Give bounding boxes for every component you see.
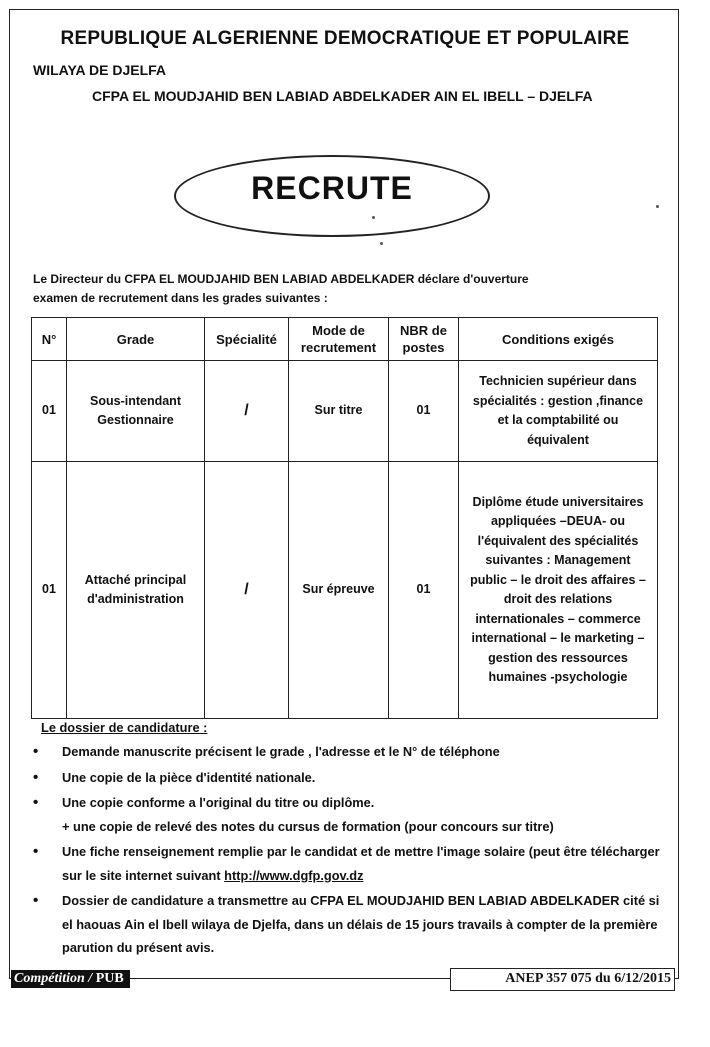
grades-table (31, 317, 658, 719)
list-item (33, 791, 673, 838)
dossier-item-text: Dossier de candidature a transmettre au CFPA EL MOUDJAHID BEN LABIAD ABDELKADER cité si el haouas Ain el Ibell wilaya de Djelfa, dans un délais de 15 jours travails à compter de la première parution du présent avis. (62, 893, 660, 955)
speck (656, 205, 659, 208)
cell-conditions: Technicien supérieur dans spécialités : gestion ,finance et la comptabilité ou équivalent (459, 361, 658, 462)
source-tag (11, 970, 130, 988)
source-tag-italic: Compétition / (14, 971, 93, 986)
cell-specialite: / (205, 361, 289, 462)
table-row (32, 361, 658, 462)
cell-conditions: Diplôme étude universitaires appliquées –DEUA- ou l'équivalent des spécialités suivantes : Management public – le droit des affaires – droit des relations internationales – commerce international – le marketing – gestion des ressources humaines -psychologie (459, 462, 658, 719)
table-row (32, 462, 658, 719)
list-item (33, 766, 673, 790)
dossier-item-text: Demande manuscrite précisent le grade , l'adresse et le N° de téléphone (62, 744, 500, 759)
dossier-item-text: Une copie de la pièce d'identité nationale. (62, 769, 316, 785)
col-header-nbr: NBR de postes (389, 318, 459, 361)
dossier-item-text: Une fiche renseignement remplie par le candidat et de mettre l'image solaire (peut être télécharger sur le site internet suivant (62, 844, 660, 883)
anep-reference: ANEP 357 075 du 6/12/2015 (450, 968, 675, 991)
dossier-item-subtext: + une copie de relevé des notes du cursus de formation (pour concours sur titre) (62, 818, 554, 834)
cell-nbr: 01 (389, 462, 459, 719)
list-item (33, 740, 673, 764)
table-header-row (32, 318, 658, 361)
col-header-grade: Grade (67, 318, 205, 361)
cell-nbr: 01 (389, 361, 459, 462)
dossier-item-text: • Une copie conforme a l'original du titre ou diplôme. (62, 795, 375, 810)
page-title: RECRUTE (251, 170, 413, 206)
speck (372, 216, 375, 219)
cell-grade: Attaché principal d'administration (67, 462, 205, 719)
header-wilaya: WILAYA DE DJELFA (33, 62, 167, 78)
dossier-list (33, 740, 673, 960)
intro-line-2: examen de recrutement dans les grades suivantes : (33, 291, 328, 305)
speck (380, 242, 383, 245)
col-header-conditions: Conditions exigés (459, 318, 658, 361)
intro-text (33, 270, 653, 308)
cell-num: 01 (32, 462, 67, 719)
col-header-specialite: Spécialité (205, 318, 289, 361)
header-cfpa: CFPA EL MOUDJAHID BEN LABIAD ABDELKADER AIN EL IBELL – DJELFA (92, 88, 593, 104)
dossier-title: Le dossier de candidature : (41, 720, 208, 735)
cell-mode: Sur épreuve (289, 462, 389, 719)
cell-grade: Sous-intendant Gestionnaire (67, 361, 205, 462)
list-item (33, 889, 673, 960)
header-republic: REPUBLIQUE ALGERIENNE DEMOCRATIQUE ET POPULAIRE (60, 28, 630, 49)
source-tag-plain: PUB (92, 971, 124, 986)
list-item (33, 840, 673, 887)
col-header-mode: Mode de recrutement (289, 318, 389, 361)
cell-mode: Sur titre (289, 361, 389, 462)
dgfp-website-link[interactable]: http://www.dgfp.gov.dz (224, 867, 364, 883)
dossier-section (33, 718, 673, 962)
col-header-num: N° (32, 318, 67, 361)
cell-specialite: / (205, 462, 289, 719)
cell-num: 01 (32, 361, 67, 462)
intro-line-1: Le Directeur du CFPA EL MOUDJAHID BEN LABIAD ABDELKADER déclare d'ouverture (33, 272, 529, 286)
